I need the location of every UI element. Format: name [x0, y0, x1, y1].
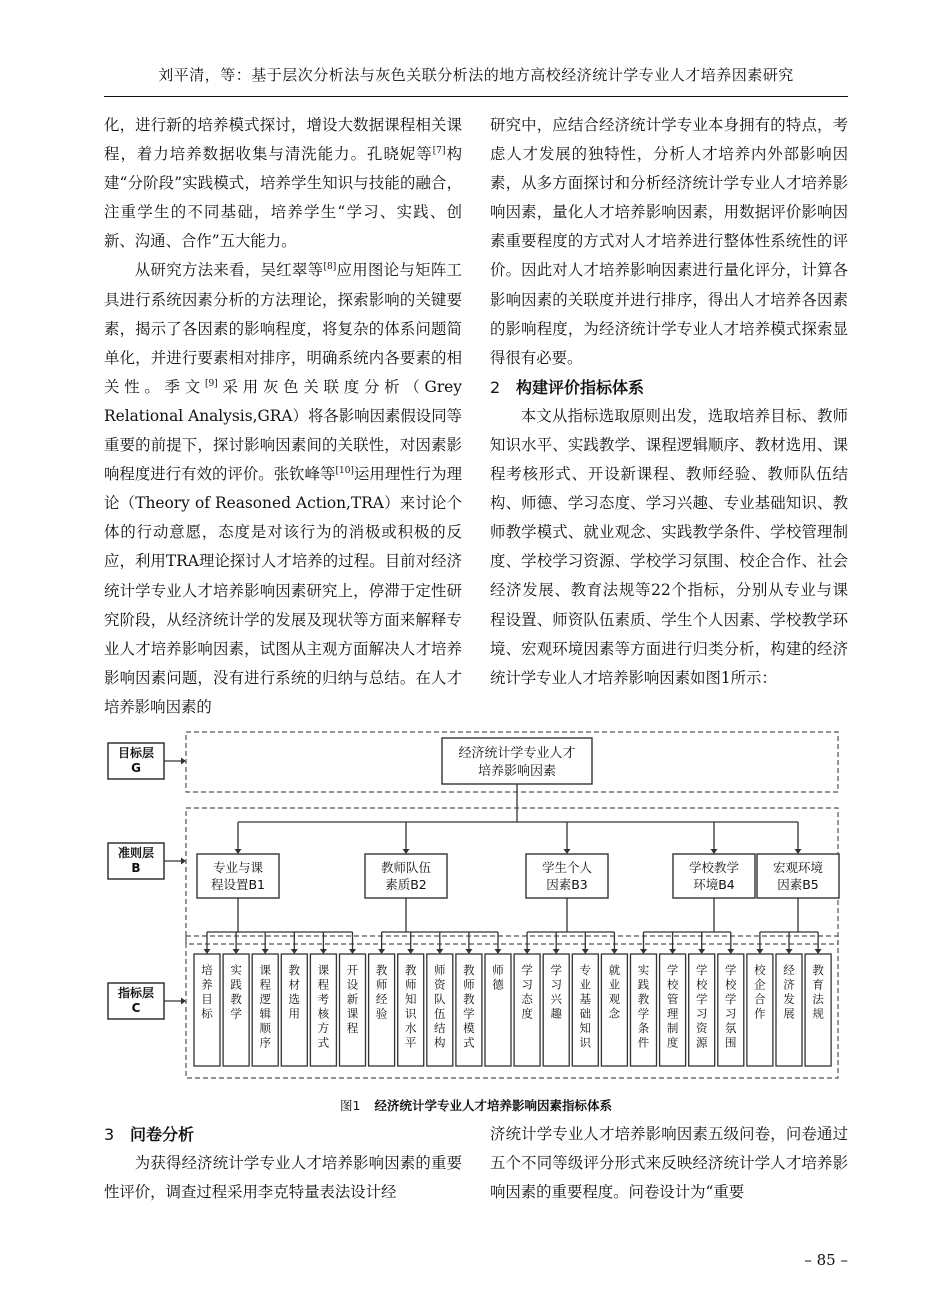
left-column: [104, 111, 462, 722]
indicator-label: 实践教学: [230, 963, 242, 1021]
goal-text-line-1: 经济统计学专业人才: [458, 746, 576, 761]
criteria-arrow-2-head: [403, 849, 410, 854]
criteria-arrow-4-head: [711, 849, 718, 854]
criteria-text-1: 专业与课: [212, 860, 264, 875]
indicator-label: 学校管理制度: [666, 963, 679, 1050]
citation: [7]: [432, 145, 446, 156]
indicator-label: 师德: [492, 963, 504, 992]
criteria-text-2: 素质B2: [385, 877, 427, 892]
indicator-arrow-head: [465, 949, 472, 954]
indicator-arrow-head: [291, 949, 298, 954]
indicator-arrow-head: [786, 949, 793, 954]
section-2-title: 构建评价指标体系: [516, 377, 645, 397]
layer-label-name: 目标层: [117, 746, 155, 760]
indicator-label: 教师知识水平: [404, 963, 417, 1050]
section-3-heading: [104, 1120, 462, 1149]
figure-1-diagram: [104, 720, 848, 1090]
indicator-label: 就业观念: [608, 963, 621, 1021]
criteria-text-5: 因素B5: [777, 877, 819, 892]
layer-label-arrow: [181, 858, 186, 865]
criteria-text-4: 学校教学: [688, 860, 740, 875]
indicator-arrow-head: [727, 949, 734, 954]
right-paragraph-2: 本文从指标选取原则出发，选取培养目标、教师知识水平、实践教学、课程逻辑顺序、教材选用、课程考核形式、开设新课程、教师经验、教师队伍结构、师德、学习态度、学习兴趣、专业基础知识、教师教学模式、就业观念、实践教学条件、学校管理制度、学校学习资源、学校学习氛围、校企合作、社会经济发展、教育法规等22个指标，分别从专业与课程设置、师资队伍素质、学生个人因素、学校教学环境、宏观环境因素等方面进行归类分析，构建的经济统计学专业人才培养影响因素如图1所示：: [490, 406, 848, 687]
figure-1: [104, 720, 848, 1090]
indicator-label: 经济发展: [783, 963, 795, 1021]
citation: [9]: [205, 378, 218, 389]
section-3-paragraph-right: 济统计学专业人才培养影响因素五级问卷，问卷通过五个不同等级评分形式来反映经济统计学人才培养影响因素的重要程度。问卷设计为“重要: [490, 1125, 848, 1202]
header-rule: [104, 96, 848, 97]
running-head: 刘平清，等：基于层次分析法与灰色关联分析法的地方高校经济统计学专业人才培养因素研究: [158, 66, 794, 84]
criteria-text-1: 程设置B1: [210, 877, 266, 892]
indicator-arrow-head: [524, 949, 531, 954]
indicator-arrow-head: [233, 949, 240, 954]
layer-label-code: C: [131, 1001, 141, 1015]
goal-text-line-2: 培养影响因素: [477, 764, 557, 779]
criteria-arrow-1-head: [235, 849, 242, 854]
indicator-label: 学习态度: [521, 963, 533, 1021]
right-column: [490, 111, 848, 693]
criteria-text-2: 教师队伍: [380, 860, 432, 875]
indicator-arrow-head: [611, 949, 618, 954]
indicator-label: 学习兴趣: [550, 963, 562, 1021]
indicator-arrow-head: [582, 949, 589, 954]
indicator-arrow-head: [669, 949, 676, 954]
citation: [8]: [323, 262, 337, 273]
indicator-label: 专业基础知识: [579, 963, 592, 1050]
page-number: – 85 –: [804, 1251, 848, 1269]
figure-number: 图1: [340, 1098, 361, 1113]
indicator-arrow-head: [698, 949, 705, 954]
indicator-arrow-head: [204, 949, 211, 954]
indicator-label: 实践教学条件: [637, 963, 650, 1050]
figure-caption: [104, 1096, 848, 1114]
citation: [10]: [335, 466, 354, 476]
figure-caption-text: 经济统计学专业人才培养影响因素指标体系: [374, 1098, 612, 1113]
indicator-label: 课程考核方式: [317, 963, 330, 1050]
layer-label-code: G: [131, 761, 141, 775]
indicator-arrow-head: [320, 949, 327, 954]
indicator-arrow-head: [407, 949, 414, 954]
criteria-text-5: 宏观环境: [772, 860, 824, 875]
indicator-arrow-head: [262, 949, 269, 954]
indicator-label: 师资队伍结构: [434, 963, 446, 1050]
indicator-arrow-head: [815, 949, 822, 954]
criteria-arrow-3-head: [564, 849, 571, 854]
section-3-number: 3: [104, 1125, 115, 1144]
left-paragraph-1: 化，进行新的培养模式探讨，增设大数据课程相关课程，着力培养数据收集与清洗能力。孔晓妮等[7]构建“分阶段”实践模式，培养学生知识与技能的融合，注重学生的不同基础，培养学生“学习、实践、创新、沟通、合作”五大能力。: [104, 116, 462, 251]
layer-label-arrow: [181, 998, 186, 1005]
layer-label-arrow: [181, 758, 186, 765]
layer-label-code: B: [131, 861, 141, 875]
indicator-arrow-head: [640, 949, 647, 954]
section-2-number: 2: [490, 377, 501, 397]
indicator-label: 开设新课程: [346, 963, 359, 1035]
indicator-label: 教师教学模式: [463, 963, 475, 1050]
indicator-label: 教材选用: [288, 963, 301, 1021]
section-3-paragraph-left: 为获得经济统计学专业人才培养影响因素的重要性评价，调查过程采用李克特量表法设计经: [104, 1154, 462, 1202]
indicator-arrow-head: [495, 949, 502, 954]
section-3-title: 问卷分析: [130, 1125, 195, 1144]
section-3-continued: [490, 1120, 848, 1207]
criteria-arrow-5-head: [795, 849, 802, 854]
indicator-arrow-head: [436, 949, 443, 954]
criteria-text-3: 学生个人: [541, 860, 593, 875]
layer-label-name: 指标层: [117, 986, 155, 1000]
indicator-label: 教师经验: [375, 963, 388, 1021]
indicator-arrow-head: [756, 949, 763, 954]
indicator-label: 校企合作: [754, 963, 766, 1021]
indicator-label: 课程逻辑顺序: [259, 963, 271, 1050]
indicator-label: 学校学习资源: [695, 963, 708, 1050]
indicator-label: 教育法规: [812, 963, 824, 1021]
left-paragraph-2: 从研究方法来看，吴红翠等[8]应用图论与矩阵工具进行系统因素分析的方法理论，探索影响的关键要素，揭示了各因素的影响程度，将复杂的体系问题简单化，并进行要素相对排序，明确系统内各要素的相关性。季文[9]采用灰色关联度分析（Grey Relational Analysis,GRA）将各影响因素假设同等重要的前提下，探讨影响因素间的关联性，对因素影响程度进行有效的评价。张钦峰等[10]运用理性行为理论（Theory of Reasoned Action,TRA）来讨论个体的行动意愿，态度是对该行为的消极或积极的反应，利用TRA理论探讨人才培养的过程。目前对经济统计学专业人才培养影响因素研究上，停滞于定性研究阶段，从经济统计学的发展及现状等方面来解释专业人才培养影响因素，试图从主观方面解决人才培养影响因素问题，没有进行系统的归纳与总结。在人才培养影响因素的: [104, 261, 462, 716]
layer-label-name: 准则层: [117, 846, 155, 860]
indicator-label: 学校学习氛围: [725, 963, 737, 1050]
section-3: [104, 1120, 462, 1207]
criteria-text-3: 因素B3: [546, 877, 588, 892]
section-2-heading: [490, 373, 848, 402]
indicator-label: 培养目标: [201, 963, 213, 1021]
indicator-arrow-head: [378, 949, 385, 954]
indicator-arrow-head: [553, 949, 560, 954]
right-paragraph-1: 研究中，应结合经济统计学专业本身拥有的特点，考虑人才发展的独特性，分析人才培养内外部影响因素，从多方面探讨和分析经济统计学专业人才培养影响因素，量化人才培养影响因素，用数据评价影响因素重要程度的方式对人才培养进行整体性系统性的评价。因此对人才培养影响因素进行量化评分，计算各影响因素的关联度并进行排序，得出人才培养各因素的影响程度，为经济统计学专业人才培养模式探索显得很有必要。: [490, 116, 848, 367]
criteria-text-4: 环境B4: [693, 877, 735, 892]
indicator-arrow-head: [349, 949, 356, 954]
